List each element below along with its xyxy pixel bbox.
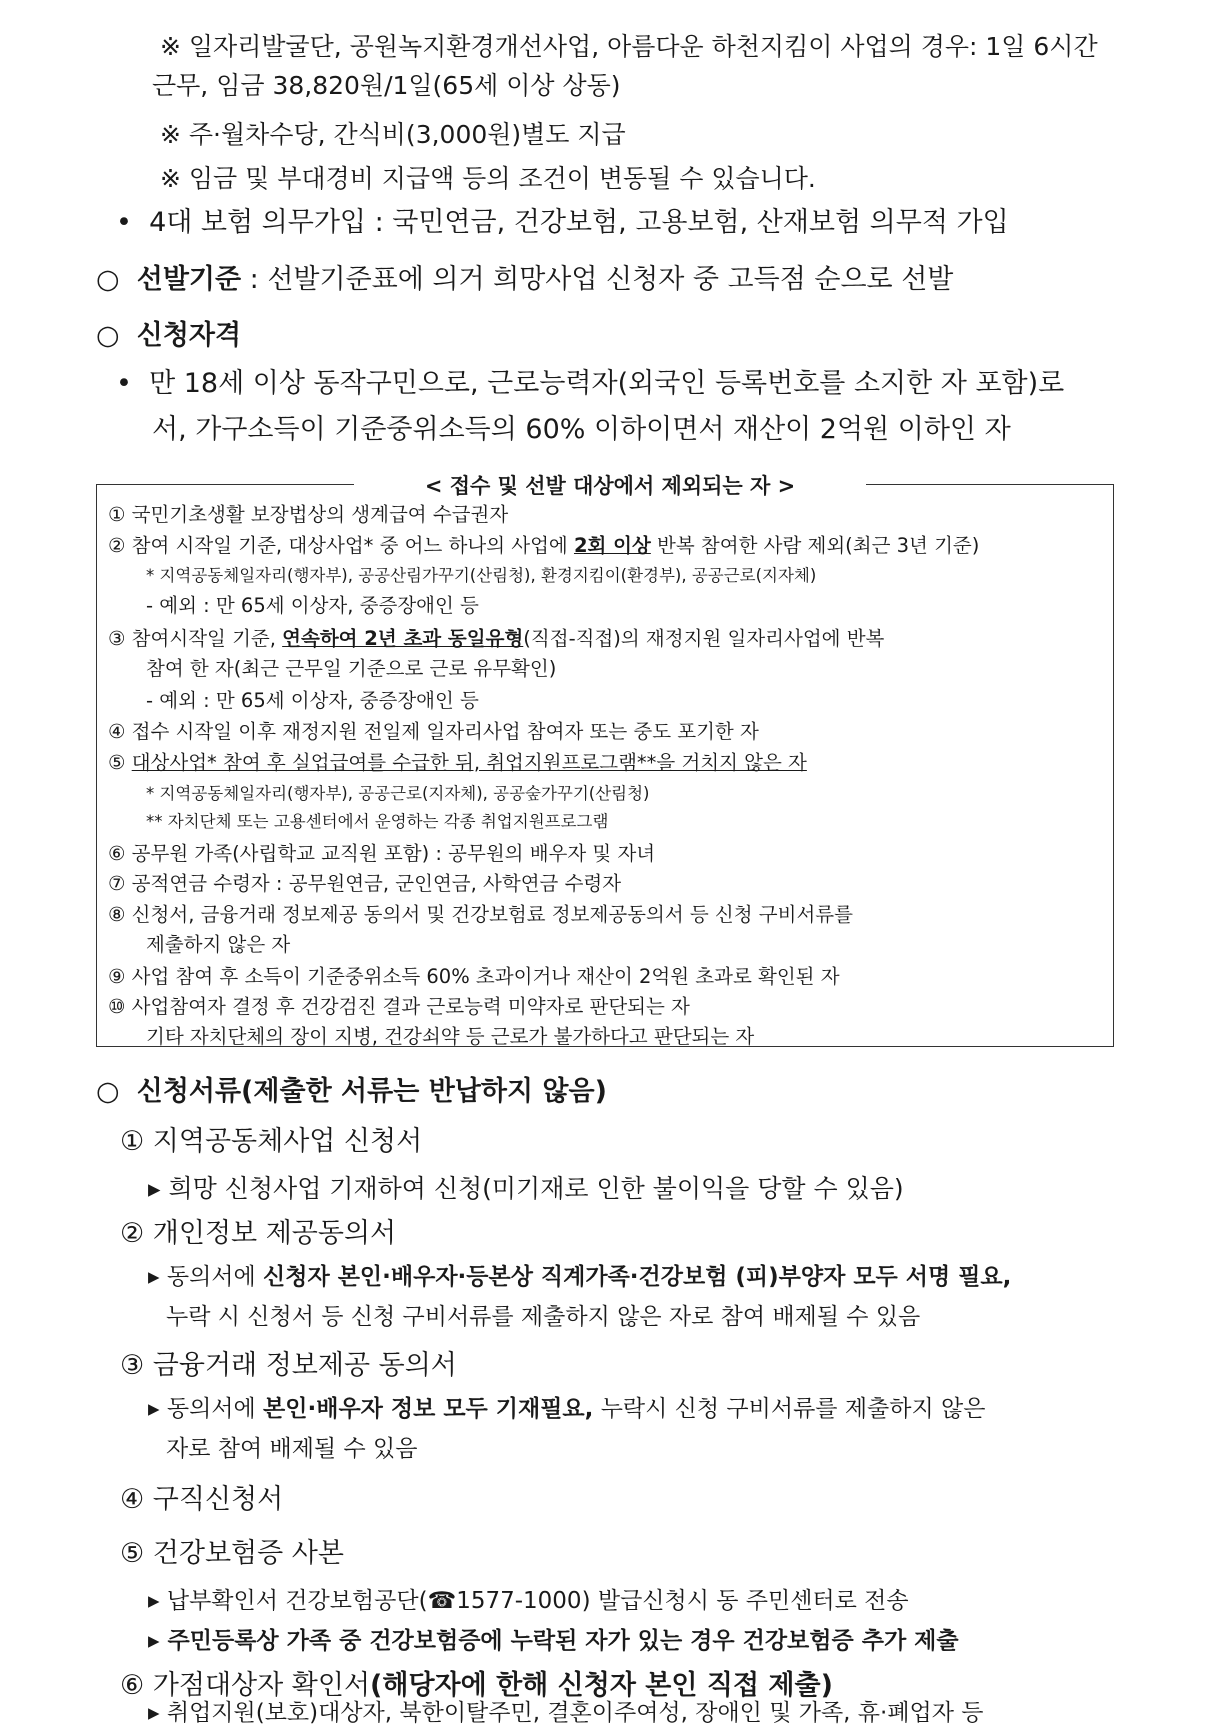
- exclusion-item-2: [108, 536, 979, 556]
- exclusion-item-3: [108, 629, 884, 649]
- exclusion-item-8-line-2: 제출하지 않은 자: [146, 933, 291, 956]
- exclusion-item-7: ⑦ 공적연금 수령자 : 공무원연금, 군인연금, 사학연금 수령자: [108, 872, 622, 895]
- document-2-note-line-2: 누락 시 신청서 등 신청 구비서류를 제출하지 않은 자로 참여 배제될 수 있음: [166, 1304, 921, 1330]
- document-5-note-1-pre: ▸ 납부확인서 건강보험공단(: [148, 1588, 428, 1614]
- document-5-note-1-post: 1577-1000) 발급신청시 동 주민센터로 전송: [456, 1588, 909, 1614]
- pay-note-2: ※ 주·월차수당, 간식비(3,000원)별도 지급: [160, 120, 626, 149]
- exclusion-item-2-emph: 2회 이상: [573, 534, 651, 557]
- document-2-note-emph: 신청자 본인·배우자·등본상 직계가족·건강보험 (피)부양자 모두 서명 필요,: [263, 1264, 1012, 1290]
- eligibility-heading: [96, 322, 241, 349]
- document-5-note-1: [148, 1590, 909, 1613]
- exclusion-item-3-pre: ③ 참여시작일 기준,: [108, 627, 283, 650]
- bullet-dot-icon: •: [116, 368, 150, 399]
- document-6-note: ▸ 취업지원(보호)대상자, 북한이탈주민, 결혼이주여성, 장애인 및 가족, 휴·폐업자 등: [148, 1700, 984, 1726]
- bullet-dot-icon: •: [116, 207, 150, 238]
- document-3-note-pre: ▸ 동의서에: [148, 1396, 264, 1422]
- exclusion-item-2-note: * 지역공동체일자리(행자부), 공공산림가꾸기(산림청), 환경지킴이(환경부), 공공근로(지자체): [146, 566, 817, 585]
- document-3-note-emph: 본인·배우자 정보 모두 기재필요,: [263, 1396, 594, 1422]
- exclusion-item-3-post: (직접-직접)의 재정지원 일자리사업에 반복: [523, 627, 885, 650]
- document-6-pre: ⑥ 가점대상자 확인서: [120, 1670, 371, 1701]
- exclusion-item-9: ⑨ 사업 참여 후 소득이 기준중위소득 60% 초과이거나 재산이 2억원 초과로 확인된 자: [108, 965, 840, 988]
- exclusion-item-5: [108, 753, 807, 773]
- exclusion-title: < 접수 및 선발 대상에서 제외되는 자 >: [424, 474, 796, 498]
- selection-label: 선발기준: [136, 264, 242, 295]
- document-2-note: [148, 1266, 1011, 1289]
- exclusion-item-5-note-1: * 지역공동체일자리(행자부), 공공근로(지자체), 공공숲가꾸기(산림청): [146, 784, 650, 803]
- exclusion-item-8-line-1: ⑧ 신청서, 금융거래 정보제공 동의서 및 건강보험료 정보제공동의서 등 신청 구비서류를: [108, 903, 853, 926]
- document-2-note-pre: ▸ 동의서에: [148, 1264, 264, 1290]
- exclusion-item-3-emph: 연속하여 2년 초과 동일유형: [282, 627, 524, 650]
- exclusion-item-5-num: ⑤: [108, 751, 132, 774]
- document-6-emph: (해당자에 한해 신청자 본인 직접 제출): [370, 1670, 833, 1701]
- exclusion-item-10-line-1: ⑩ 사업참여자 결정 후 건강검진 결과 근로능력 미약자로 판단되는 자: [108, 995, 690, 1018]
- exclusion-item-1: ① 국민기초생활 보장법상의 생계급여 수급권자: [108, 503, 509, 526]
- document-3-note-post: 누락시 신청 구비서류를 제출하지 않은: [593, 1396, 986, 1422]
- document-5-note-2: ▸ 주민등록상 가족 중 건강보험증에 누락된 자가 있는 경우 건강보험증 추가 제출: [148, 1628, 959, 1654]
- document-3: ③ 금융거래 정보제공 동의서: [120, 1350, 457, 1381]
- document-1: ① 지역공동체사업 신청서: [120, 1126, 423, 1157]
- box-border-left: [96, 484, 354, 485]
- exclusion-item-3-exception: - 예외 : 만 65세 이상자, 중증장애인 등: [146, 689, 479, 712]
- exclusion-item-2-post: 반복 참여한 사람 제외(최근 3년 기준): [650, 534, 980, 557]
- exclusion-item-2-pre: ② 참여 시작일 기준, 대상사업* 중 어느 하나의 사업에: [108, 534, 574, 557]
- exclusion-item-10-line-2: 기타 자치단체의 장이 지병, 건강쇠약 등 근로가 불가하다고 판단되는 자: [146, 1025, 755, 1048]
- eligibility-line-1: [116, 370, 1064, 397]
- pay-note-3: ※ 임금 및 부대경비 지급액 등의 조건이 변동될 수 있습니다.: [160, 164, 816, 193]
- selection-criteria: [96, 266, 953, 293]
- exclusion-item-2-exception: - 예외 : 만 65세 이상자, 중증장애인 등: [146, 594, 479, 617]
- document-3-note: [148, 1398, 985, 1421]
- pay-note-1-line-1: ※ 일자리발굴단, 공원녹지환경개선사업, 아름다운 하천지킴이 사업의 경우: 1일 6시간: [160, 32, 1098, 61]
- document-3-note-line-2: 자로 참여 배제될 수 있음: [166, 1436, 418, 1462]
- document-5: ⑤ 건강보험증 사본: [120, 1538, 344, 1569]
- documents-heading-text: 신청서류(제출한 서류는 반납하지 않음): [136, 1076, 607, 1107]
- circle-bullet-icon: ○: [96, 1076, 120, 1107]
- eligibility-line-2: 서, 가구소득이 기준중위소득의 60% 이하이면서 재산이 2억원 이하인 자: [152, 414, 1011, 445]
- insurance-text: 4대 보험 의무가입 : 국민연금, 건강보험, 고용보험, 산재보험 의무적 가입: [149, 207, 1009, 238]
- exclusion-item-3-line-2: 참여 한 자(최근 근무일 기준으로 근로 유무확인): [146, 657, 557, 680]
- documents-heading: [96, 1078, 607, 1105]
- box-border-right: [866, 484, 1113, 485]
- document-4: ④ 구직신청서: [120, 1484, 284, 1515]
- exclusion-item-4: ④ 접수 시작일 이후 재정지원 전일제 일자리사업 참여자 또는 중도 포기한 자: [108, 720, 759, 743]
- circle-bullet-icon: ○: [96, 320, 120, 351]
- insurance-line: [116, 209, 1009, 236]
- selection-text: : 선발기준표에 의거 희망사업 신청자 중 고득점 순으로 선발: [241, 264, 954, 295]
- pay-note-1-line-2: 근무, 임금 38,820원/1일(65세 이상 상동): [152, 71, 621, 100]
- document-6: [120, 1672, 833, 1699]
- phone-icon: ☎: [427, 1588, 457, 1614]
- eligibility-label: 신청자격: [136, 320, 242, 351]
- exclusion-item-5-note-2: ** 자치단체 또는 고용센터에서 운영하는 각종 취업지원프로그램: [146, 812, 609, 831]
- eligibility-text-1: 만 18세 이상 동작구민으로, 근로능력자(외국인 등록번호를 소지한 자 포함)로: [149, 368, 1065, 399]
- exclusion-item-6: ⑥ 공무원 가족(사립학교 교직원 포함) : 공무원의 배우자 및 자녀: [108, 842, 656, 865]
- document-2: ② 개인정보 제공동의서: [120, 1218, 397, 1249]
- document-1-note: ▸ 희망 신청사업 기재하여 신청(미기재로 인한 불이익을 당할 수 있음): [148, 1174, 904, 1203]
- circle-bullet-icon: ○: [96, 264, 120, 295]
- exclusion-item-5-text: 대상사업* 참여 후 실업급여를 수급한 뒤, 취업지원프로그램**을 거치지 않은 자: [131, 751, 807, 774]
